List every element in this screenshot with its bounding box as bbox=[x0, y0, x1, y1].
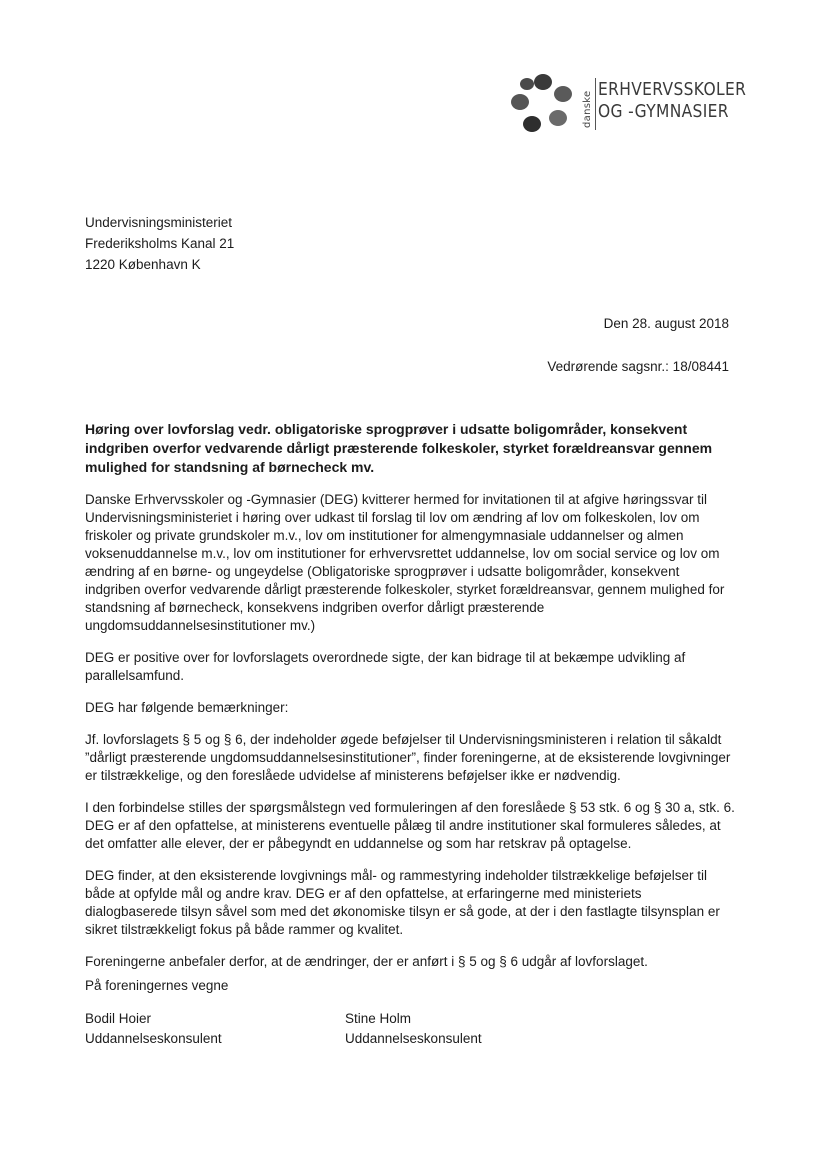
paragraph-positive: DEG er positive over for lovforslagets overordnede sigte, der kan bidrage til at bekæmpe udvikling af parallelsamfund. bbox=[85, 650, 686, 683]
recipient-name: Undervisningsministeriet bbox=[85, 215, 233, 230]
closing-greeting: På foreningernes vegne bbox=[85, 978, 229, 993]
letter-date: Den 28. august 2018 bbox=[603, 316, 729, 331]
logo-line-1: ERHVERVSSKOLER bbox=[598, 79, 747, 100]
letter-body bbox=[85, 420, 735, 985]
logo-small-text: danske bbox=[582, 90, 593, 128]
paragraph-intro: Danske Erhvervsskoler og -Gymnasier (DEG) kvitterer hermed for invitationen til at afgive høringssvar til Undervisningsministeriet i høring over udkast til forslag til lov om ændring af lov om folkeskolen, lov om friskoler og private grundskoler m.v., lov om institutioner for almengymnasiale uddannelser og almen voksenuddannelse m.v., lov om institutioner for erhvervsrettet uddannelse, lov om social service og lov om ændring af en børne- og ungeydelse (Obligatoriske sprogprøver i udsatte boligområder, konsekvent indgriben overfor vedvarende dårligt præsterende folkeskoler, styrket forældreansvar, gennem mulighed for standsning af børnecheck, konsekvens indgriben overfor dårligt præsterende ungdomsuddannelsesinstitutioner mv.) bbox=[85, 492, 725, 633]
signatory bbox=[85, 1009, 222, 1049]
letter-subject: Høring over lovforslag vedr. obligatoriske sprogprøver i udsatte boligområder, konsekvent indgriben overfor vedvarende dårligt præsterende folkeskoler, styrket forældreansvar gennem mulighed for standsning af børnecheck mv. bbox=[85, 421, 713, 475]
recipient-street: Frederiksholms Kanal 21 bbox=[85, 236, 235, 251]
paragraph-remarks-heading: DEG har følgende bemærkninger: bbox=[85, 700, 289, 715]
case-reference: Vedrørende sagsnr.: 18/08441 bbox=[547, 359, 729, 374]
signatory-name: Bodil Hoier bbox=[85, 1011, 152, 1026]
recipient-city: 1220 København K bbox=[85, 257, 201, 272]
signatory-title: Uddannelseskonsulent bbox=[345, 1031, 482, 1046]
logo-line-2: OG -GYMNASIER bbox=[598, 101, 729, 122]
paragraph-section-5-6: Jf. lovforslagets § 5 og § 6, der indeholder øgede beføjelser til Undervisningsministeren i relation til såkaldt ”dårligt præsterende ungdomsuddannelsesinstitutioner”, finder foreningerne, at de eksisterende lovgivninger er tilstrækkelige, og den foreslåede udvidelse af ministerens beføjelser ikke er nødvendig. bbox=[85, 732, 731, 783]
paragraph-recommendation: Foreningerne anbefaler derfor, at de ændringer, der er anført i § 5 og § 6 udgår af lovforslaget. bbox=[85, 954, 648, 969]
signatory-name: Stine Holm bbox=[345, 1011, 412, 1026]
logo-flower-icon bbox=[510, 70, 576, 136]
organization-logo bbox=[510, 70, 760, 140]
paragraph-formulation: I den forbindelse stilles der spørgsmålstegn ved formuleringen af den foreslåede § 53 stk. 6 og § 30 a, stk. 6. DEG er af den opfattelse, at ministerens eventuelle pålæg til andre institutioner skal formuleres således, at det omfatter alle elever, der er påbegyndt en uddannelse og som har retskrav på optagelse. bbox=[85, 800, 735, 851]
signatory-title: Uddannelseskonsulent bbox=[85, 1031, 222, 1046]
logo-divider bbox=[595, 78, 596, 130]
signatory bbox=[345, 1009, 482, 1049]
paragraph-supervision: DEG finder, at den eksisterende lovgivnings mål- og rammestyring indeholder tilstrækkelige beføjelser til både at opfylde mål og andre krav. DEG er af den opfattelse, at erfaringerne med ministeriets dialogbaserede tilsyn såvel som med det økonomiske tilsyn er så gode, at der i den fastlagte tilsynsplan er sikret tilstrækkeligt fokus på både rammer og kvalitet. bbox=[85, 868, 720, 937]
recipient-address bbox=[85, 212, 234, 275]
